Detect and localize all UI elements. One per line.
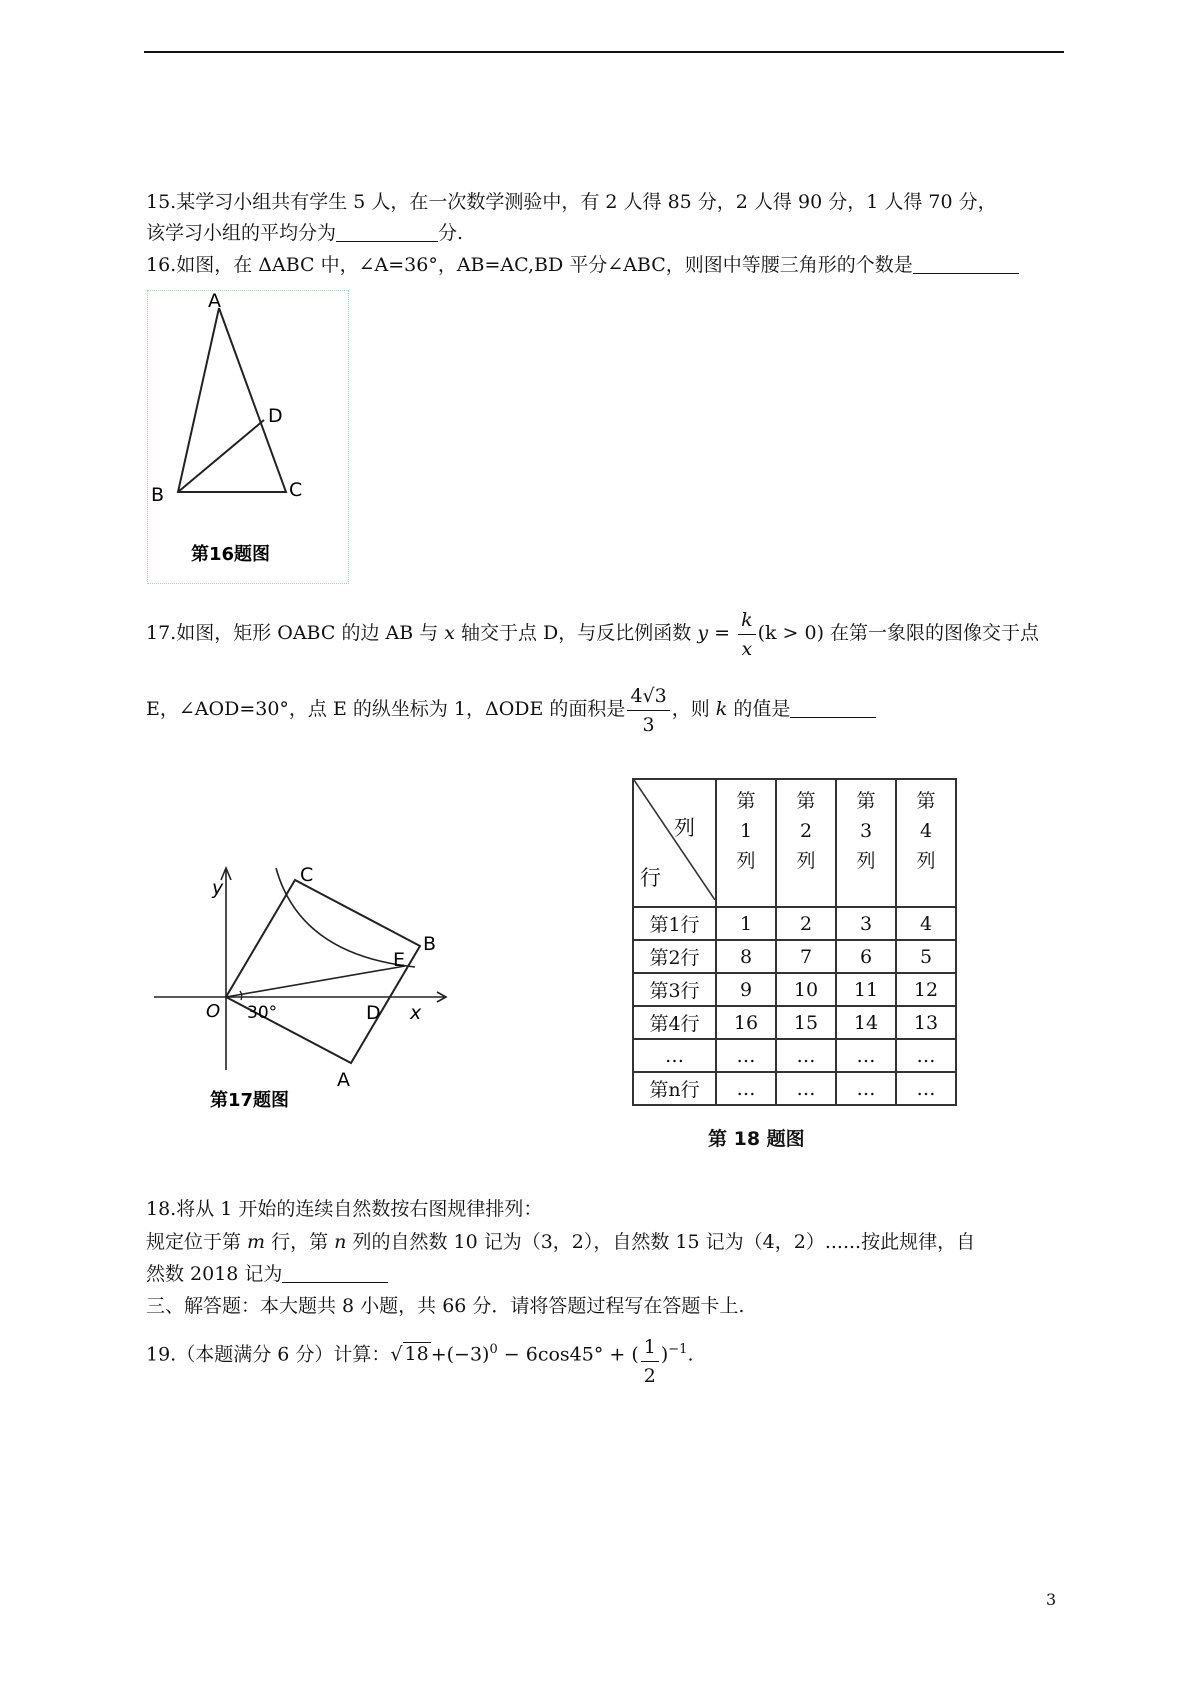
label-x: x <box>410 1002 422 1024</box>
table-header-row <box>633 779 956 907</box>
table-cell: 10 <box>776 973 836 1006</box>
row-header: 第4行 <box>633 1006 716 1039</box>
q15-line2 <box>146 220 463 246</box>
q17-caption: 第17题图 <box>210 1090 290 1111</box>
label-d: D <box>268 405 283 427</box>
q17-text-c: 在第一象限的图像交于点 <box>824 622 1040 644</box>
table-cell: … <box>776 1072 836 1105</box>
col-header-4 <box>896 779 956 907</box>
half-den: 2 <box>643 1365 656 1388</box>
q16-answer-blank[interactable] <box>913 253 1019 274</box>
q18-line2 <box>146 1229 975 1255</box>
func-num: k <box>738 606 756 635</box>
header-rule <box>144 51 1064 53</box>
triangle-abc <box>178 308 286 492</box>
q19-exp0: 0 <box>489 1342 498 1357</box>
section-3-heading: 三、解答题：本大题共 8 小题，共 66 分．请将答题过程写在答题卡上. <box>146 1295 745 1317</box>
label-e: E <box>393 949 406 971</box>
q18-n-var: n <box>334 1231 347 1253</box>
table-row <box>633 1072 956 1105</box>
col-header-1-text: 第 1 列 <box>736 790 756 872</box>
table-row <box>633 1039 956 1072</box>
q18-text-d: 然数 2018 记为 <box>146 1263 283 1285</box>
col-header-2-text: 第 2 列 <box>796 790 816 872</box>
table-cell: 15 <box>776 1006 836 1039</box>
angle-arc <box>240 991 242 1000</box>
q16-figure <box>147 290 347 582</box>
col-header-2 <box>776 779 836 907</box>
q18-m-var: m <box>247 1231 266 1253</box>
table-row <box>633 973 956 1006</box>
q19-expr3: ) <box>660 1343 669 1366</box>
q16-line <box>146 252 1019 278</box>
q18-text-c: 列的自然数 10 记为（3，2），自然数 15 记为（4，2）......按此规律，自 <box>346 1231 976 1253</box>
label-c: C <box>300 864 314 886</box>
label-a: A <box>208 290 221 312</box>
q15-line2-text: 该学习小组的平均分为 <box>146 222 337 244</box>
q18-text-b: 行，第 <box>265 1231 335 1253</box>
half-fraction <box>641 1333 659 1390</box>
q18-caption: 第 18 题图 <box>708 1128 805 1150</box>
q17-answer-blank[interactable] <box>790 697 876 718</box>
table-cell: 14 <box>836 1006 896 1039</box>
q17-text-e: ，则 <box>671 698 716 720</box>
q19-line <box>146 1330 693 1396</box>
q17-k-var: k <box>715 698 728 720</box>
page-number: 3 <box>1046 1590 1057 1609</box>
row-header: 第2行 <box>633 940 716 973</box>
q18-line3 <box>146 1261 388 1287</box>
q15-line1: 15.某学习小组共有学生 5 人，在一次数学测验中，有 2 人得 85 分，2 人得 90 分，1 人得 70 分， <box>146 191 997 213</box>
corner-col-label: 列 <box>674 816 695 840</box>
q17-line1 <box>146 604 1039 668</box>
table-cell: … <box>836 1039 896 1072</box>
q17-figure <box>150 860 450 1115</box>
func-den: x <box>741 637 753 660</box>
q18-answer-blank[interactable] <box>282 1262 388 1283</box>
label-d: D <box>366 1002 381 1024</box>
table-row <box>633 940 956 973</box>
q17-line2 <box>146 680 876 744</box>
table-cell: 5 <box>896 940 956 973</box>
q18-line1: 18.将从 1 开始的连续自然数按右图规律排列： <box>146 1198 543 1220</box>
q16-text: 16.如图，在 ΔABC 中，∠A=36°，AB=AC,BD 平分∠ABC，则图中等腰三角形的个数是 <box>146 254 913 276</box>
q17-x-var: x <box>444 622 455 644</box>
q18-text-a: 规定位于第 <box>146 1231 248 1253</box>
table-cell: 16 <box>716 1006 776 1039</box>
row-header: 第3行 <box>633 973 716 1006</box>
segment-oe <box>226 966 405 997</box>
sqrt-value: 18 <box>404 1343 429 1366</box>
corner-row-label: 行 <box>640 866 661 890</box>
table-cell: … <box>716 1039 776 1072</box>
func-y: y <box>697 622 709 644</box>
table-cell: 12 <box>896 973 956 1006</box>
q18-table <box>632 778 957 1106</box>
table-cell: 2 <box>776 907 836 940</box>
label-b: B <box>151 484 165 506</box>
row-header: … <box>633 1039 716 1072</box>
table-cell: 4 <box>896 907 956 940</box>
func-eq: = <box>708 622 737 644</box>
table-cell: … <box>896 1039 956 1072</box>
table-cell: 11 <box>836 973 896 1006</box>
q17-text-b: 轴交于点 D，与反比例函数 <box>454 622 698 644</box>
q19-end: . <box>687 1343 694 1366</box>
q19-expr1: +(−3) <box>430 1343 490 1366</box>
table-cell: … <box>896 1072 956 1105</box>
col-header-3-text: 第 3 列 <box>856 790 876 872</box>
table-cell: … <box>836 1072 896 1105</box>
table-corner-cell <box>633 779 716 907</box>
row-header: 第1行 <box>633 907 716 940</box>
table-cell: … <box>776 1039 836 1072</box>
area-den: 3 <box>642 713 655 736</box>
sqrt-sign: √ <box>390 1343 403 1366</box>
col-header-4-text: 第 4 列 <box>916 790 936 872</box>
q16-caption: 第16题图 <box>191 544 271 565</box>
row-header: 第n行 <box>633 1072 716 1105</box>
label-y: y <box>212 877 224 899</box>
table-cell: 3 <box>836 907 896 940</box>
func-cond: (k > 0) <box>757 622 825 644</box>
q15-line2-end: 分. <box>438 222 464 244</box>
col-header-1 <box>716 779 776 907</box>
table-row <box>633 1006 956 1039</box>
label-b: B <box>423 933 437 955</box>
table-cell: 7 <box>776 940 836 973</box>
q19-exp-neg1: −1 <box>668 1342 688 1357</box>
label-c: C <box>289 479 303 501</box>
label-o: O <box>206 1001 221 1022</box>
q17-text-f: 的值是 <box>727 698 791 720</box>
table-cell: … <box>716 1072 776 1105</box>
area-num: 4√3 <box>627 682 669 711</box>
table-cell: 1 <box>716 907 776 940</box>
rectangle-oabc <box>226 880 420 1063</box>
table-row <box>633 907 956 940</box>
label-angle: 30° <box>247 1003 278 1023</box>
q17-text-a: 17.如图，矩形 OABC 的边 AB 与 <box>146 622 445 644</box>
func-fraction <box>738 606 756 663</box>
label-a: A <box>337 1069 350 1091</box>
table-cell: 6 <box>836 940 896 973</box>
q17-text-d: E，∠AOD=30°，点 E 的纵坐标为 1，ΔODE 的面积是 <box>146 698 626 720</box>
half-num: 1 <box>641 1333 659 1362</box>
area-fraction <box>627 682 669 739</box>
table-cell: 9 <box>716 973 776 1006</box>
table-cell: 8 <box>716 940 776 973</box>
table-cell: 13 <box>896 1006 956 1039</box>
col-header-3 <box>836 779 896 907</box>
q19-expr2: − 6cos45° + ( <box>497 1343 639 1366</box>
q15-answer-blank[interactable] <box>336 221 438 242</box>
q19-prefix: 19.（本题满分 6 分）计算： <box>146 1343 391 1366</box>
